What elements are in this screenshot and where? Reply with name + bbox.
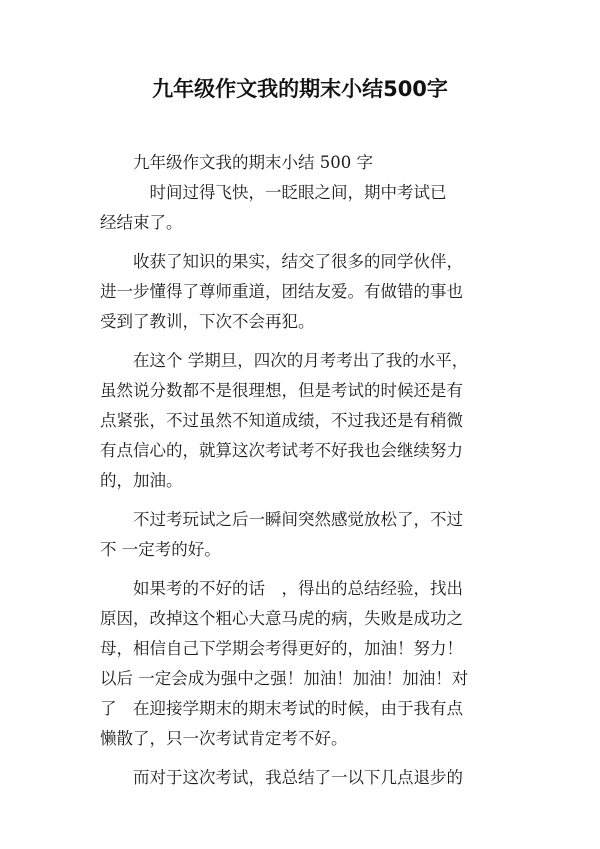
paragraph-1 — [100, 148, 500, 238]
text-line: 有点信心的，就算这次考试考不好我也会继续努力 — [100, 441, 463, 460]
text-line: 母，相信自己下学期会考得更好的，加油！努力！ — [100, 639, 463, 658]
text-line: 在这个 学期旦，四次的月考考出了我的水平， — [100, 351, 469, 370]
paragraph-6 — [100, 763, 500, 793]
text-line: 收获了知识的果实，结交了很多的同学伙伴， — [100, 252, 463, 271]
text-line: 了 在迎接学期末的期末考试的时候，由于我有点 — [100, 699, 463, 718]
text-line: 进一步懂得了尊师重道，团结友爱。有做错的事也 — [100, 282, 463, 301]
paragraph-2 — [100, 247, 500, 337]
text-line: 不 一定考的好。 — [100, 540, 221, 559]
text-line: 经结束了。 — [100, 213, 183, 232]
document-title: 九年级作文我的期末小结500字 — [152, 77, 448, 101]
text-line: 的，加油。 — [100, 471, 183, 490]
text-line: 不过考玩试之后一瞬间突然感觉放松了，不过 — [100, 510, 463, 529]
text-line: 受到了教训，下次不会再犯。 — [100, 312, 315, 331]
paragraph-3 — [100, 346, 500, 496]
paragraph-4 — [100, 505, 500, 565]
text-line: 以后 一定会成为强中之强！加油！加油！加油！对 — [100, 669, 469, 688]
paragraph-5 — [100, 574, 500, 754]
text-line: 懒散了，只一次考试肯定考不好。 — [100, 729, 348, 748]
text-line: 而对于这次考试，我总结了一以下几点退步的 — [100, 768, 463, 787]
text-line: 时间过得飞快，一眨眼之间，期中考试已 — [100, 183, 447, 202]
document-body — [100, 148, 500, 793]
text-line: 虽然说分数都不是很理想，但是考试的时候还是有 — [100, 381, 463, 400]
text-line: 点紧张，不过虽然不知道成绩，不过我还是有稍微 — [100, 411, 463, 430]
text-line: 九年级作文我的期末小结 500 字 — [100, 153, 373, 172]
text-line: 如果考的不好的话 ，得出的总结经验，找出 — [100, 579, 463, 598]
text-line: 原因，改掉这个粗心大意马虎的病，失败是成功之 — [100, 609, 463, 628]
